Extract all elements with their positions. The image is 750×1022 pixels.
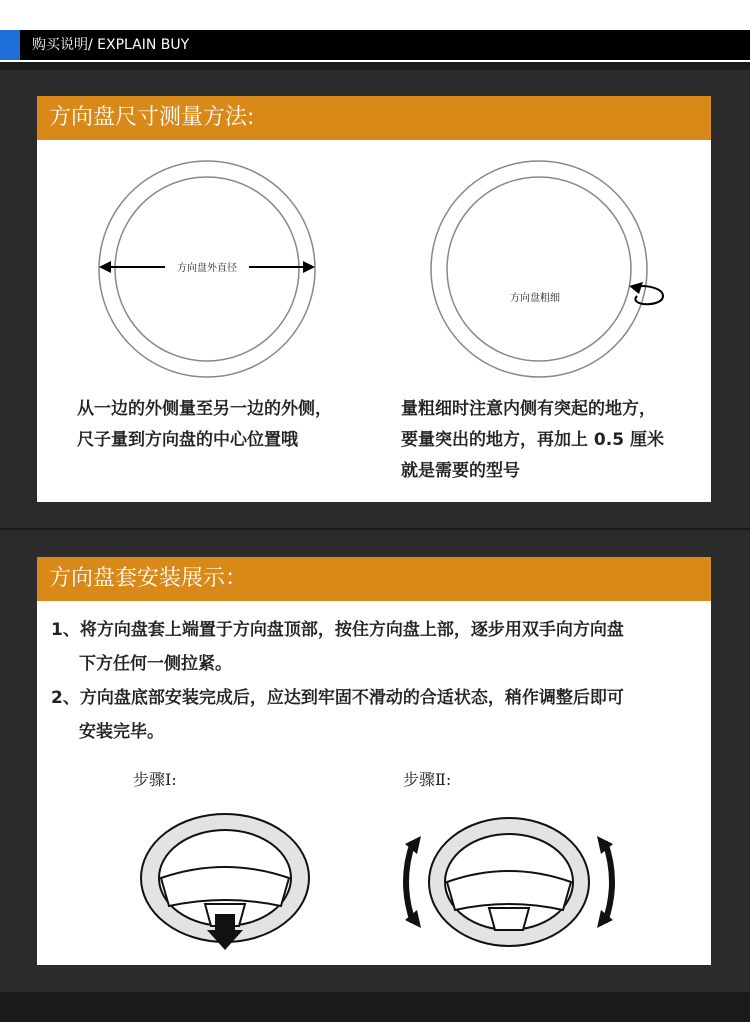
wheel-outer-ring [431,161,647,377]
outer-diameter-label: 方向盘外直径 [177,263,237,274]
right-caption: 量粗细时注意内侧有突起的地方， 要量突出的地方，再加上 0.5 厘米 就是需要的型号 [401,399,664,481]
install-card [37,601,711,965]
step1-line2: 下方任何一侧拉紧。 [79,654,232,674]
wheel-spoke [447,871,571,910]
wheel-hub [489,908,529,930]
step-label-2: 步骤Ⅱ: [403,770,452,789]
thickness-arrow-icon [629,282,643,294]
install-steps [51,613,624,749]
thickness-diagram [417,158,687,388]
step2-wheel-illustration [393,806,623,956]
measure-card [37,140,711,502]
outer-diameter-diagram [97,158,367,388]
header-accent [0,30,20,60]
left-caption: 从一边的外侧量至另一边的外侧， 尺子量到方向盘的中心位置哦 [77,399,332,450]
step1-line1: 1、将方向盘套上端置于方向盘顶部，按住方向盘上部，逐步用双手向方向盘 [51,620,624,640]
right-rotate-arc [605,842,612,922]
arrow-left-icon [99,261,111,273]
wheel-inner-ring [447,177,631,361]
install-heading: 方向盘套安装展示： [37,557,711,601]
step2-line1: 2、方向盘底部安装完成后，应达到牢固不滑动的合适状态，稍作调整后即可 [51,688,624,708]
step1-wheel-illustration [131,806,321,956]
down-arrow-shaft [215,914,235,930]
step2-line2: 安装完毕。 [79,722,164,742]
header-title: 购买说明/ EXPLAIN BUY [32,37,190,53]
top-bar [0,0,750,62]
step-label-1: 步骤Ⅰ: [133,770,177,789]
wheel-spoke [161,867,289,906]
thickness-label: 方向盘粗细 [510,293,560,304]
arrow-right-icon [303,261,315,273]
measure-heading: 方向盘尺寸测量方法: [37,96,711,140]
left-rotate-arc [406,842,413,922]
